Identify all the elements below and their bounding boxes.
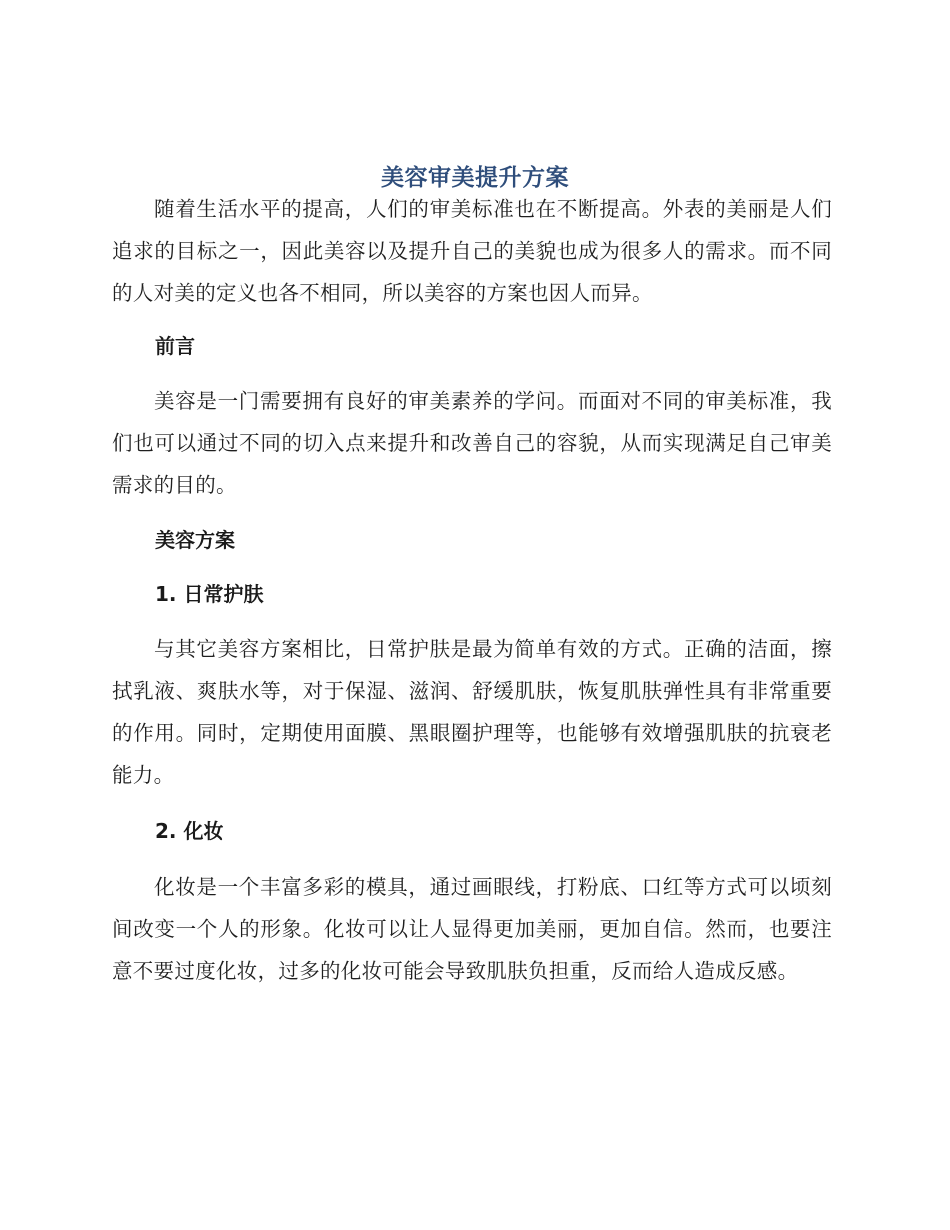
beauty-plan-heading: 美容方案 (155, 528, 235, 552)
preface-heading: 前言 (155, 334, 195, 358)
skincare-paragraph: 与其它美容方案相比，日常护肤是最为简单有效的方式。正确的洁面，擦拭乳液、爽肤水等，对于保湿、滋润、舒缓肌肤，恢复肌肤弹性具有非常重要的作用。同时，定期使用面膜、黑眼圈护理等，也能够有效增强肌肤的抗衰老能力。 (112, 637, 832, 787)
skincare-heading: 1. 日常护肤 (155, 582, 264, 606)
makeup-heading: 2. 化妆 (155, 819, 224, 843)
makeup-paragraph: 化妆是一个丰富多彩的模具，通过画眼线，打粉底、口红等方式可以顷刻间改变一个人的形象。化妆可以让人显得更加美丽，更加自信。然而，也要注意不要过度化妆，过多的化妆可能会导致肌肤负担重，反而给人造成反感。 (112, 875, 832, 983)
document-title: 美容审美提升方案 (381, 165, 569, 192)
intro-paragraph: 随着生活水平的提高，人们的审美标准也在不断提高。外表的美丽是人们追求的目标之一，因此美容以及提升自己的美貌也成为很多人的需求。而不同的人对美的定义也各不相同，所以美容的方案也因人而异。 (112, 197, 832, 305)
preface-paragraph: 美容是一门需要拥有良好的审美素养的学问。而面对不同的审美标准，我们也可以通过不同的切入点来提升和改善自己的容貌，从而实现满足自己审美需求的目的。 (112, 389, 832, 497)
